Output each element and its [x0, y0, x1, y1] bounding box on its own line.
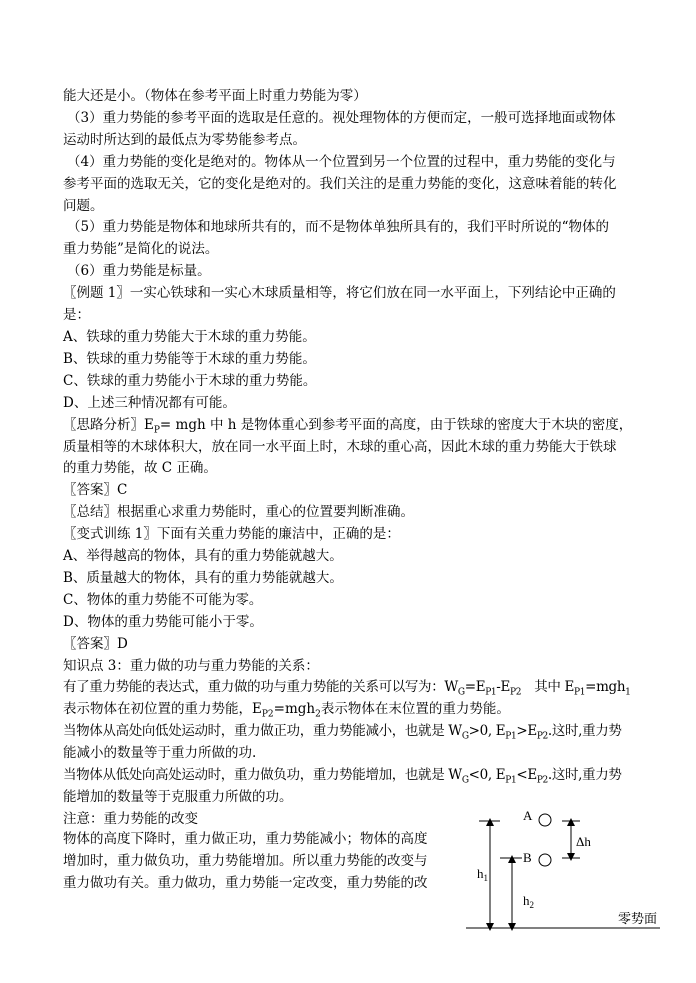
text-line: （6）重力势能是标量。 — [67, 263, 211, 280]
text-line: 参考平面的选取无关，它的变化是绝对的。我们关注的是重力势能的变化，这意味着能的转化 — [63, 175, 617, 192]
text-line: 运动时所达到的最低点为零势能参考点。 — [63, 131, 306, 148]
text-line: 是： — [63, 307, 90, 324]
option-c: C、铁球的重力势能小于木球的重力势能。 — [63, 372, 317, 389]
text-line: 当物体从低处向高处运动时，重力做负功，重力势能增加，也就是 $W_G<0$, $E_{P1}<E_{P2}$.这时,重力势 — [63, 767, 622, 786]
document-body — [63, 86, 663, 831]
text-line: （3）重力势能的参考平面的选取是任意的。视处理物体的方便而定，一般可选择地面或物体 — [67, 109, 616, 126]
text-line: 能减小的数量等于重力所做的功. — [63, 745, 257, 762]
option-d: D、物体的重力势能可能小于零。 — [63, 613, 263, 630]
text-line: 能增加的数量等于克服重力所做的功。 — [63, 789, 293, 805]
h2-label: $h_2$ — [523, 893, 534, 910]
subscript: P — [153, 425, 160, 436]
text-line: （5）重力势能是物体和地球所共有的，而不是物体单独所具有的，我们平时所说的“物体的 — [67, 219, 609, 236]
text-line: 问题。 — [63, 197, 104, 214]
analysis-prefix: 〖思路分析〗E — [63, 416, 154, 433]
option-d: D、上述三种情况都有可能。 — [63, 394, 236, 411]
knowledge-point-title: 知识点 3：重力做的功与重力势能的关系： — [63, 657, 319, 674]
ball-a — [539, 814, 551, 826]
formula-line: 有了重力势能的表达式，重力做的功与重力势能的关系可以写为：$W_G=E_{P1}-E_{P2}$ 其中 $E_{P1}=mgh_1$ — [63, 679, 631, 699]
text-line: 能大还是小。（物体在参考平面上时重力势能为零） — [63, 88, 367, 104]
height-diagram — [460, 802, 670, 932]
ground-label: 零势面 — [618, 912, 658, 927]
text-line: 的重力势能，故 C 正确。 — [63, 460, 217, 477]
dh-label: Δh — [576, 834, 591, 849]
option-a: A、举得越高的物体，具有的重力势能就越大。 — [63, 548, 343, 565]
answer: 〖答案〗C — [63, 482, 128, 499]
option-b: B、质量越大的物体，具有的重力势能就越大。 — [63, 569, 343, 586]
option-b: B、铁球的重力势能等于木球的重力势能。 — [63, 350, 316, 367]
analysis-line — [63, 415, 663, 437]
h1-label: $h_1$ — [477, 866, 488, 883]
text-line: 重力势能”是简化的说法。 — [63, 241, 219, 258]
exercise-title: 〖变式训练 1〗下面有关重力势能的廉洁中，正确的是： — [63, 526, 400, 543]
text-line: 物体的高度下降时，重力做正功，重力势能减小；物体的高度 — [63, 831, 428, 847]
text-line: 重力做功有关。重力做功，重力势能一定改变，重力势能的改 — [63, 874, 428, 891]
analysis-rest: = mgh 中 h 是物体重心到参考平面的高度，由于铁球的密度大于木块的密度， — [159, 416, 633, 433]
answer: 〖答案〗D — [63, 635, 128, 652]
note-title: 注意：重力势能的改变 — [63, 810, 198, 827]
summary: 〖总结〗根据重心求重力势能时，重心的位置要判断准确。 — [63, 504, 414, 521]
note-body — [63, 829, 453, 895]
text-line: （4）重力势能的变化是绝对的。物体从一个位置到另一个位置的过程中，重力势能的变化与 — [67, 153, 616, 170]
option-a: A、铁球的重力势能大于木球的重力势能。 — [63, 328, 316, 345]
text-line: 增加时，重力做负功，重力势能增加。所以重力势能的改变与 — [63, 852, 428, 869]
option-c: C、物体的重力势能不可能为零。 — [63, 591, 263, 608]
formula-line: 表示物体在初位置的重力势能，$E_{P2}=mgh_2$表示物体在末位置的重力势能。 — [63, 701, 510, 721]
text-line: 质量相等的木球体积大，放在同一水平面上时，木球的重心高，因此木球的重力势能大于铁球 — [63, 438, 617, 455]
example-title: 〖例题 1〗一实心铁球和一实心木球质量相等，将它们放在同一水平面上，下列结论中正确的 — [63, 285, 616, 302]
text-line: 当物体从高处向低处运动时，重力做正功，重力势能减小，也就是 $W_G>0$, $E_{P1}>E_{P2}$.这时,重力势 — [63, 723, 622, 742]
ball-b-label: B — [523, 850, 532, 865]
ball-a-label: A — [523, 808, 533, 823]
ball-b — [539, 854, 551, 866]
